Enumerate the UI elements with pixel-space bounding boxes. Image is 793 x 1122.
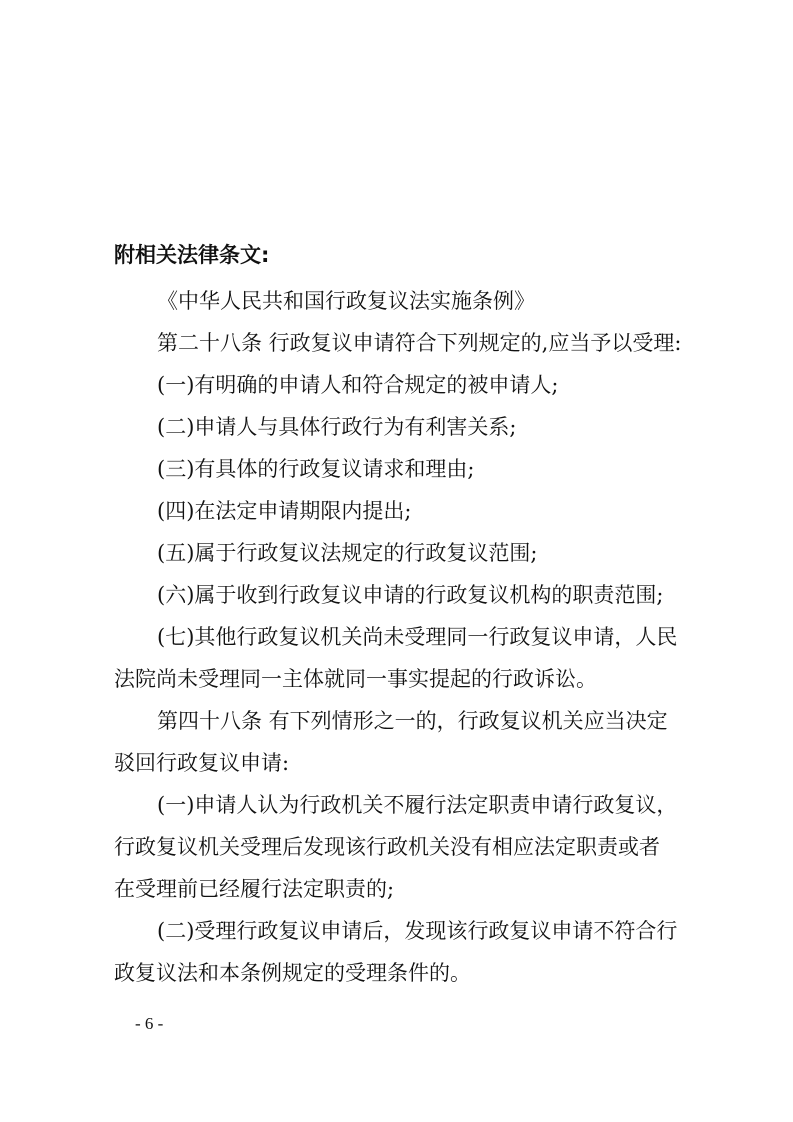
article-48-item-1-line-3: 在受理前已经履行法定职责的;: [114, 877, 395, 901]
article-28-item-1: (一)有明确的申请人和符合规定的被申请人;: [157, 373, 559, 397]
statute-title: 《中华人民共和国行政复议法实施条例》: [157, 289, 535, 313]
article-48-item-1-line-1: (一)申请人认为行政机关不履行法定职责申请行政复议，: [157, 793, 678, 817]
article-28-item-5: (五)属于行政复议法规定的行政复议范围;: [157, 541, 538, 565]
article-28-intro: 第二十八条 行政复议申请符合下列规定的,应当予以受理:: [157, 331, 682, 355]
article-28-item-4: (四)在法定申请期限内提出;: [157, 499, 412, 523]
article-28-item-2: (二)申请人与具体行政行为有利害关系;: [157, 415, 517, 439]
article-48-intro-line-1: 第四十八条 有下列情形之一的，行政复议机关应当决定: [157, 709, 668, 733]
article-48-item-2-line-1: (二)受理行政复议申请后，发现该行政复议申请不符合行: [157, 919, 678, 943]
section-heading: 附相关法律条文:: [114, 243, 270, 267]
article-48-item-2-line-2: 政复议法和本条例规定的受理条件的。: [114, 961, 471, 985]
article-48-intro-line-2: 驳回行政复议申请:: [114, 751, 290, 775]
article-48-item-1-line-2: 行政复议机关受理后发现该行政机关没有相应法定职责或者: [114, 835, 660, 859]
article-28-item-7-line-1: (七)其他行政复议机关尚未受理同一行政复议申请，人民: [157, 625, 678, 649]
page-number: - 6 -: [135, 1014, 164, 1033]
article-28-item-6: (六)属于收到行政复议申请的行政复议机构的职责范围;: [157, 583, 664, 607]
article-28-item-7-line-2: 法院尚未受理同一主体就同一事实提起的行政诉讼。: [114, 667, 597, 691]
article-28-item-3: (三)有具体的行政复议请求和理由;: [157, 457, 475, 481]
